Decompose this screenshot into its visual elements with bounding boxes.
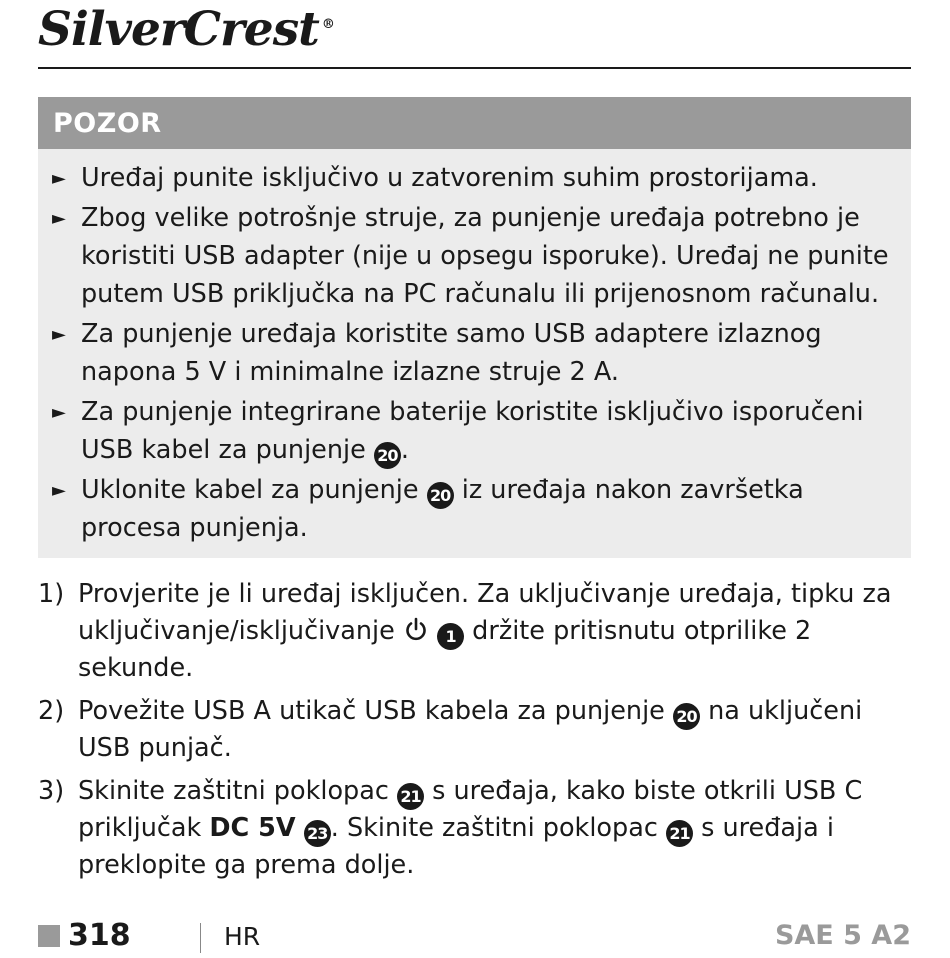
warning-item: ► Za punjenje uređaja koristite samo USB adaptere izlaznog napona 5 V i minimalne izlazne struje 2 A. <box>38 315 911 391</box>
ref-number-badge: 21 <box>397 783 424 810</box>
ref-number-badge: 1 <box>437 623 464 650</box>
ref-number-badge: 20 <box>427 482 454 509</box>
ref-number-badge: 20 <box>673 703 700 730</box>
language-code: HR <box>224 922 261 951</box>
header-divider <box>38 67 911 69</box>
step-item: 1) Provjerite je li uređaj isključen. Za uključivanje uređaja, tipku za uključivanje/isključivanje 1 držite pritisnutu otprilike 2 sekunde. <box>38 576 918 687</box>
step-number: 1) <box>38 579 65 609</box>
ref-number-badge: 23 <box>304 820 331 847</box>
step-number: 3) <box>38 776 65 806</box>
warning-item: ► Za punjenje integrirane baterije koristite isključivo isporučeni USB kabel za punjenje 20 . <box>38 393 911 469</box>
page-number: 318 <box>68 918 131 953</box>
bullet-arrow-icon: ► <box>52 168 66 189</box>
brand-logo: SilverCrest ® <box>38 2 334 57</box>
footer-square-icon <box>38 925 60 947</box>
registered-mark: ® <box>321 17 334 33</box>
warning-box <box>38 97 911 558</box>
step-number: 2) <box>38 696 65 726</box>
bullet-arrow-icon: ► <box>52 480 66 501</box>
step-item: 2) Povežite USB A utikač USB kabela za punjenje 20 na uključeni USB punjač. <box>38 693 918 767</box>
warning-item: ► Uređaj punite isključivo u zatvorenim suhim prostorijama. <box>38 159 911 197</box>
steps-list <box>38 576 918 890</box>
warning-item: ► Zbog velike potrošnje struje, za punjenje uređaja potrebno je koristiti USB adapter (nije u opsegu isporuke). Uređaj ne punite putem USB priključka na PC računalu ili prijenosnom računalu. <box>38 199 911 313</box>
bullet-arrow-icon: ► <box>52 208 66 229</box>
warning-heading: POZOR <box>38 97 911 149</box>
warning-list <box>38 149 911 547</box>
ref-number-badge: 21 <box>666 820 693 847</box>
connector-label: DC 5V <box>209 813 296 843</box>
page-footer <box>38 918 911 958</box>
power-icon <box>403 616 429 642</box>
model-name: SAE 5 A2 <box>774 920 911 951</box>
bullet-arrow-icon: ► <box>52 324 66 345</box>
warning-item: ► Uklonite kabel za punjenje 20 iz uređaja nakon završetka procesa punjenja. <box>38 471 911 547</box>
ref-number-badge: 20 <box>374 442 401 469</box>
bullet-arrow-icon: ► <box>52 402 66 423</box>
footer-divider <box>200 923 201 953</box>
step-item: 3) Skinite zaštitni poklopac 21 s uređaja, kako biste otkrili USB C priključak DC 5V 23 . Skinite zaštitni poklopac 21 s uređaja i preklopite ga prema dolje. <box>38 773 918 884</box>
